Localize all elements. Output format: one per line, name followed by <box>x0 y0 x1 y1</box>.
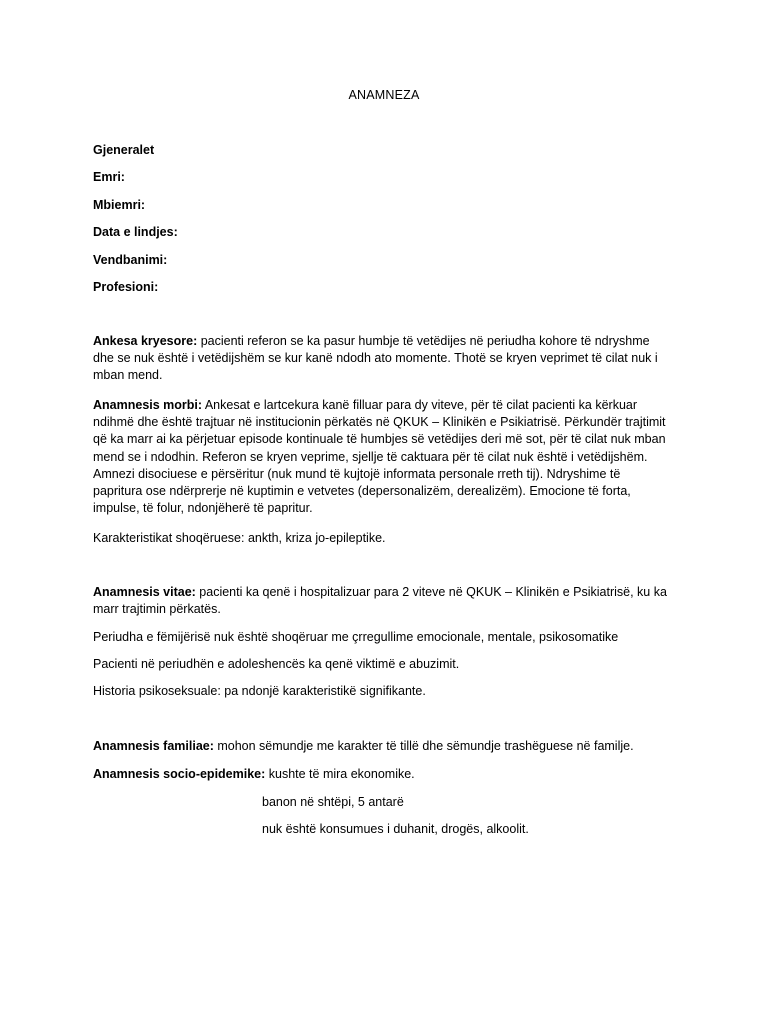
text-anamnesis-socio: kushte të mira ekonomike. <box>265 767 415 781</box>
text-anamnesis-vitae: pacienti ka qenë i hospitalizuar para 2 viteve në QKUK – Klinikën e Psikiatrisë, ku ka marr trajtimin përkatës. <box>93 585 667 617</box>
text-socio-konsumues: nuk është konsumues i duhanit, drogës, alkoolit. <box>262 822 529 836</box>
text-adoleshenca: Pacienti në periudhën e adoleshencës ka qenë viktimë e abuzimit. <box>93 657 460 671</box>
text-anamnesis-familiae: mohon sëmundje me karakter të tillë dhe sëmundje trashëguese në familje. <box>213 739 634 753</box>
paragraph-anamnesis-familiae <box>93 738 634 755</box>
text-psikoseksuale: Historia psikoseksuale: pa ndonjë karakteristikë signifikante. <box>93 684 426 698</box>
text-femijeria: Periudha e fëmijërisë nuk është shoqëruar me çrregullime emocionale, mentale, psikosomatike <box>93 630 619 644</box>
label-ankesa-kryesore: Ankesa kryesore: <box>93 334 198 348</box>
label-anamnesis-socio: Anamnesis socio-epidemike: <box>93 767 266 781</box>
paragraph-anamnesis-socio <box>93 766 415 783</box>
section-heading-generalet: Gjeneralet <box>93 143 155 157</box>
text-ankesa-kryesore: pacienti referon se ka pasur humbje të vetëdijes në periudha kohore të ndryshme dhe se nuk është i vetëdijshëm se kur kanë ndodh ato momente. Thotë se kryen veprimet të cilat nuk i mban mend. <box>93 334 658 383</box>
field-emri: Emri: <box>93 170 125 184</box>
field-profesioni: Profesioni: <box>93 280 159 294</box>
label-anamnesis-vitae: Anamnesis vitae: <box>93 585 196 599</box>
paragraph-ankesa-kryesore <box>93 333 673 385</box>
text-socio-banon: banon në shtëpi, 5 antarë <box>262 795 404 809</box>
label-anamnesis-familiae: Anamnesis familiae: <box>93 739 214 753</box>
paragraph-anamnesis-morbi <box>93 397 673 517</box>
field-mbiemri: Mbiemri: <box>93 198 146 212</box>
document-title: ANAMNEZA <box>348 88 420 102</box>
text-anamnesis-morbi: Ankesat e lartcekura kanë filluar para dy viteve, për të cilat pacienti ka kërkuar ndihmë dhe është trajtuar në institucionin përkatës në QKUK – Klinikën e Psikiatrisë. Përkundër trajtimit që ka marr ai ka përjetuar episode kontinuale të humbjes së vetëdijes deri më sot, për të cilat nuk mban mend se i ndodhin. Referon se kryen veprime, sjellje të caktuara për të cilat nuk është i vetëdijshëm. Amnezi disociuese e përsëritur (nuk mund të kujtojë informata personale rreth tij). Ndryshime të papritura ose ndërprerje në kuptimin e vetvetes (depersonalizëm, derealizëm). Emocione të forta, impulse, të folur, ndonjëherë të papritur. <box>93 398 666 516</box>
text-karakteristikat: Karakteristikat shoqëruese: ankth, kriza jo-epileptike. <box>93 531 386 545</box>
label-anamnesis-morbi: Anamnesis morbi: <box>93 398 203 412</box>
field-vendbanimi: Vendbanimi: <box>93 253 168 267</box>
paragraph-anamnesis-vitae <box>93 584 673 618</box>
field-data-e-lindjes: Data e lindjes: <box>93 225 178 239</box>
